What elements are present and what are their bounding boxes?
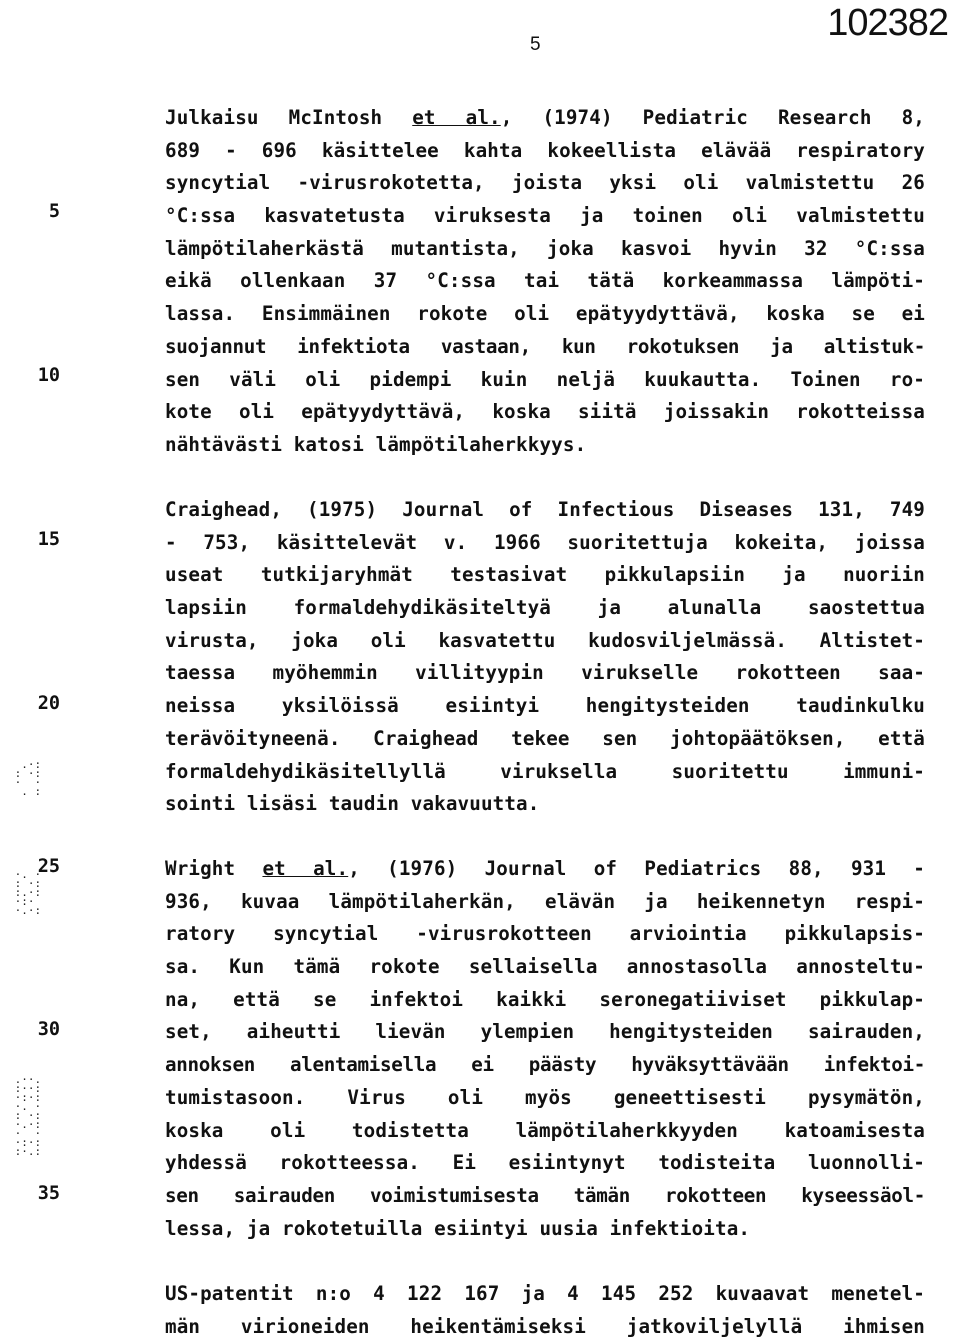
text-line: 689 - 696 käsittelee kahta kokeellista elävää respiratory [165,138,925,162]
text-line: sointi lisäsi taudin vakavuutta. [165,792,540,816]
text-line: 936, kuvaa lämpötilaherkän, elävän ja heikennetyn respi- [165,889,925,913]
text-line: syncytial -virusrokotetta, joista yksi oli valmistettu 26 [165,171,925,195]
text-line: neissa yksilöissä esiintyi hengitysteiden taudinkulku [165,694,925,718]
text-line: Craighead, (1975) Journal of Infectious Diseases 131, 749 [165,498,925,521]
text-line: na, että se infektoi kaikki seronegatiiviset pikkulap- [165,987,925,1011]
text-line: Julkaisu McIntosh et al., (1974) Pediatric Research 8, [165,106,925,129]
paragraph-craighead [165,494,925,821]
text-line: formaldehydikäsitellyllä viruksella suoritettu immuni- [165,759,925,783]
line-number: 25 [37,856,60,877]
line-number: 35 [37,1183,60,1204]
text-line: suojannut infektiota vastaan, kun rokotuksen ja altistuk- [165,334,925,358]
paragraph-wright [165,853,925,1245]
line-number: 15 [37,529,60,550]
text-line: ratory syncytial -virusrokotteen arviointia pikkulapsis- [165,922,925,946]
text-line: sen sairauden voimistumisesta tämän rokotteen kyseessäol- [165,1183,925,1207]
text-line: lapsiin formaldehydikäsiteltyä ja alunalla saostettua [165,596,925,620]
paragraph-mcintosh [165,102,925,462]
text-line: - 753, käsittelevät v. 1966 suoritettuja kokeita, joissa [165,530,925,554]
text-line: US-patentit n:o 4 122 167 ja 4 145 252 kuvaavat menetel- [165,1282,925,1305]
scan-speckle-decoration: .·: : ·: · · . : [14,758,42,798]
text-line: sen väli oli pidempi kuin neljä kuukautta. Toinen ro- [165,367,925,391]
scan-speckle-decoration: ·. · : ·: :.·: ·:· ·.·: [14,868,42,917]
text-line: set, aiheutti lievän ylempien hengitysteiden sairauden, [165,1020,925,1044]
text-line: eikä ollenkaan 37 °C:ssa tai tätä korkeammassa lämpöti- [165,269,925,293]
text-line: tumistasoon. Virus oli myös geneettisesti pysymätön, [165,1085,925,1109]
text-line: sa. Kun tämä rokote sellaisella annostasolla annosteltu- [165,955,925,979]
text-line: taessa myöhemmin villityypin virukselle rokotteen saa- [165,661,925,685]
scan-speckle-decoration: .··. :··: ·:·: ·. · : ·: ·.·: · · ·:·: :·.: [14,1073,42,1158]
page-number: 5 [530,34,541,55]
line-number: 5 [48,201,60,222]
text-line: yhdessä rokotteessa. Ei esiintynyt todisteita luonnolli- [165,1151,925,1175]
text-line: koska oli todistetta lämpötilaherkkyyden katoamisesta [165,1118,925,1142]
text-line: män virioneiden heikentämiseksi jatkoviljelyllä ihmisen [165,1314,925,1338]
text-line: lessa, ja rokotetuilla esiintyi uusia infektioita. [165,1216,751,1240]
text-line: °C:ssa kasvatetusta viruksesta ja toinen oli valmistettu [165,204,925,228]
paragraph-us-patents [165,1278,925,1343]
line-number: 30 [37,1019,60,1040]
text-line: lämpötilaherkästä mutantista, joka kasvoi hyvin 32 °C:ssa [165,236,925,260]
text-line: useat tutkijaryhmät testasivat pikkulapsiin ja nuoriin [165,563,925,587]
document-number: 102382 [827,2,948,44]
text-line: Wright et al., (1976) Journal of Pediatrics 88, 931 - [165,857,925,880]
text-line: nähtävästi katosi lämpötilaherkkyys. [165,432,587,456]
text-line: terävöityneenä. Craighead tekee sen johtopäätöksen, että [165,726,925,750]
text-line: lassa. Ensimmäinen rokote oli epätyydyttävä, koska se ei [165,302,925,326]
text-line: annoksen alentamisella ei päästy hyväksyttävään infektoi- [165,1053,925,1077]
line-number: 10 [37,365,60,386]
text-line: virusta, joka oli kasvatettu kudosviljelmässä. Altistet- [165,628,925,652]
text-line: kote oli epätyydyttävä, koska siitä joissakin rokotteissa [165,400,925,424]
line-number: 20 [37,693,60,714]
